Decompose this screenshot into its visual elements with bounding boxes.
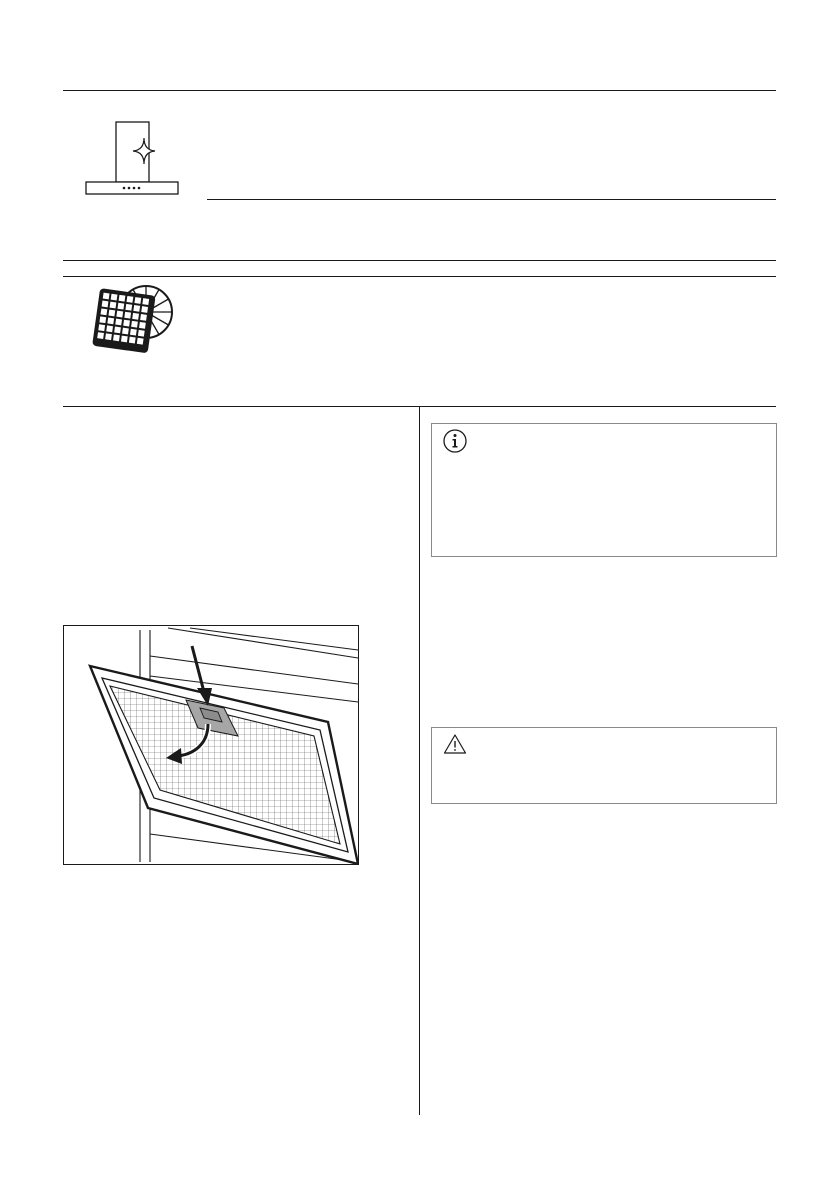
- top-rule: [63, 90, 776, 91]
- info-note-box: [431, 423, 777, 557]
- section-2-rule-a: [63, 260, 776, 261]
- range-hood-cleaning-icon: [84, 120, 180, 196]
- column-divider: [419, 407, 420, 1115]
- warning-triangle-icon: [443, 733, 467, 755]
- section-2-rule-b: [63, 276, 776, 277]
- section-1-inner-rule: [207, 199, 776, 200]
- filter-removal-illustration: [63, 625, 359, 865]
- info-icon: [442, 428, 468, 454]
- warning-note-box: [431, 727, 777, 804]
- grease-filter-fan-icon: [82, 280, 178, 356]
